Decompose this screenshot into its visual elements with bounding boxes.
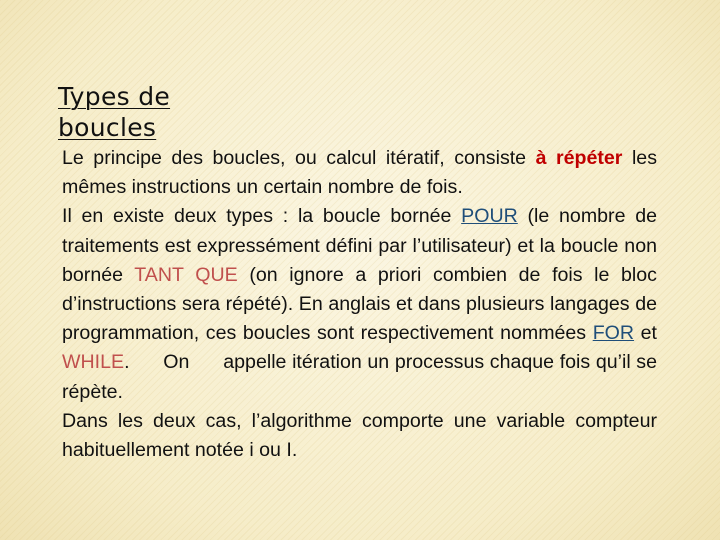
paragraph-types xyxy=(62,202,663,406)
keyword-while: WHILE xyxy=(62,351,125,374)
highlight-repeter: à répéter xyxy=(535,147,623,169)
text: les mêmes instructions un certain nombre de fois. xyxy=(62,147,657,199)
text: et xyxy=(634,322,657,345)
slide-title: Types de boucles xyxy=(58,82,171,142)
text: (le nombre de traitements est expressément défini par l’utilisateur) et la boucle non bornée xyxy=(62,205,657,286)
keyword-pour: POUR xyxy=(461,205,518,228)
paragraph-principle xyxy=(62,144,657,202)
text: (on ignore a priori combien de fois le bloc d’instructions sera répété). En anglais et dans plusieurs langages de programmation, ces boucles sont respectivement nommées xyxy=(62,263,657,345)
text: Il en existe deux types : la boucle bornée xyxy=(62,205,462,228)
keyword-tant-que: TANT QUE xyxy=(134,263,238,286)
slide-body xyxy=(62,144,663,465)
keyword-for: FOR xyxy=(592,322,635,345)
text: . On appelle itération un processus chaque fois qu’il se répète. xyxy=(62,351,663,403)
text: Le principe des boucles, ou calcul itératif, consiste xyxy=(62,147,536,169)
paragraph-variable: Dans les deux cas, l’algorithme comporte une variable compteur habituellement notée i ou I. xyxy=(62,409,657,462)
